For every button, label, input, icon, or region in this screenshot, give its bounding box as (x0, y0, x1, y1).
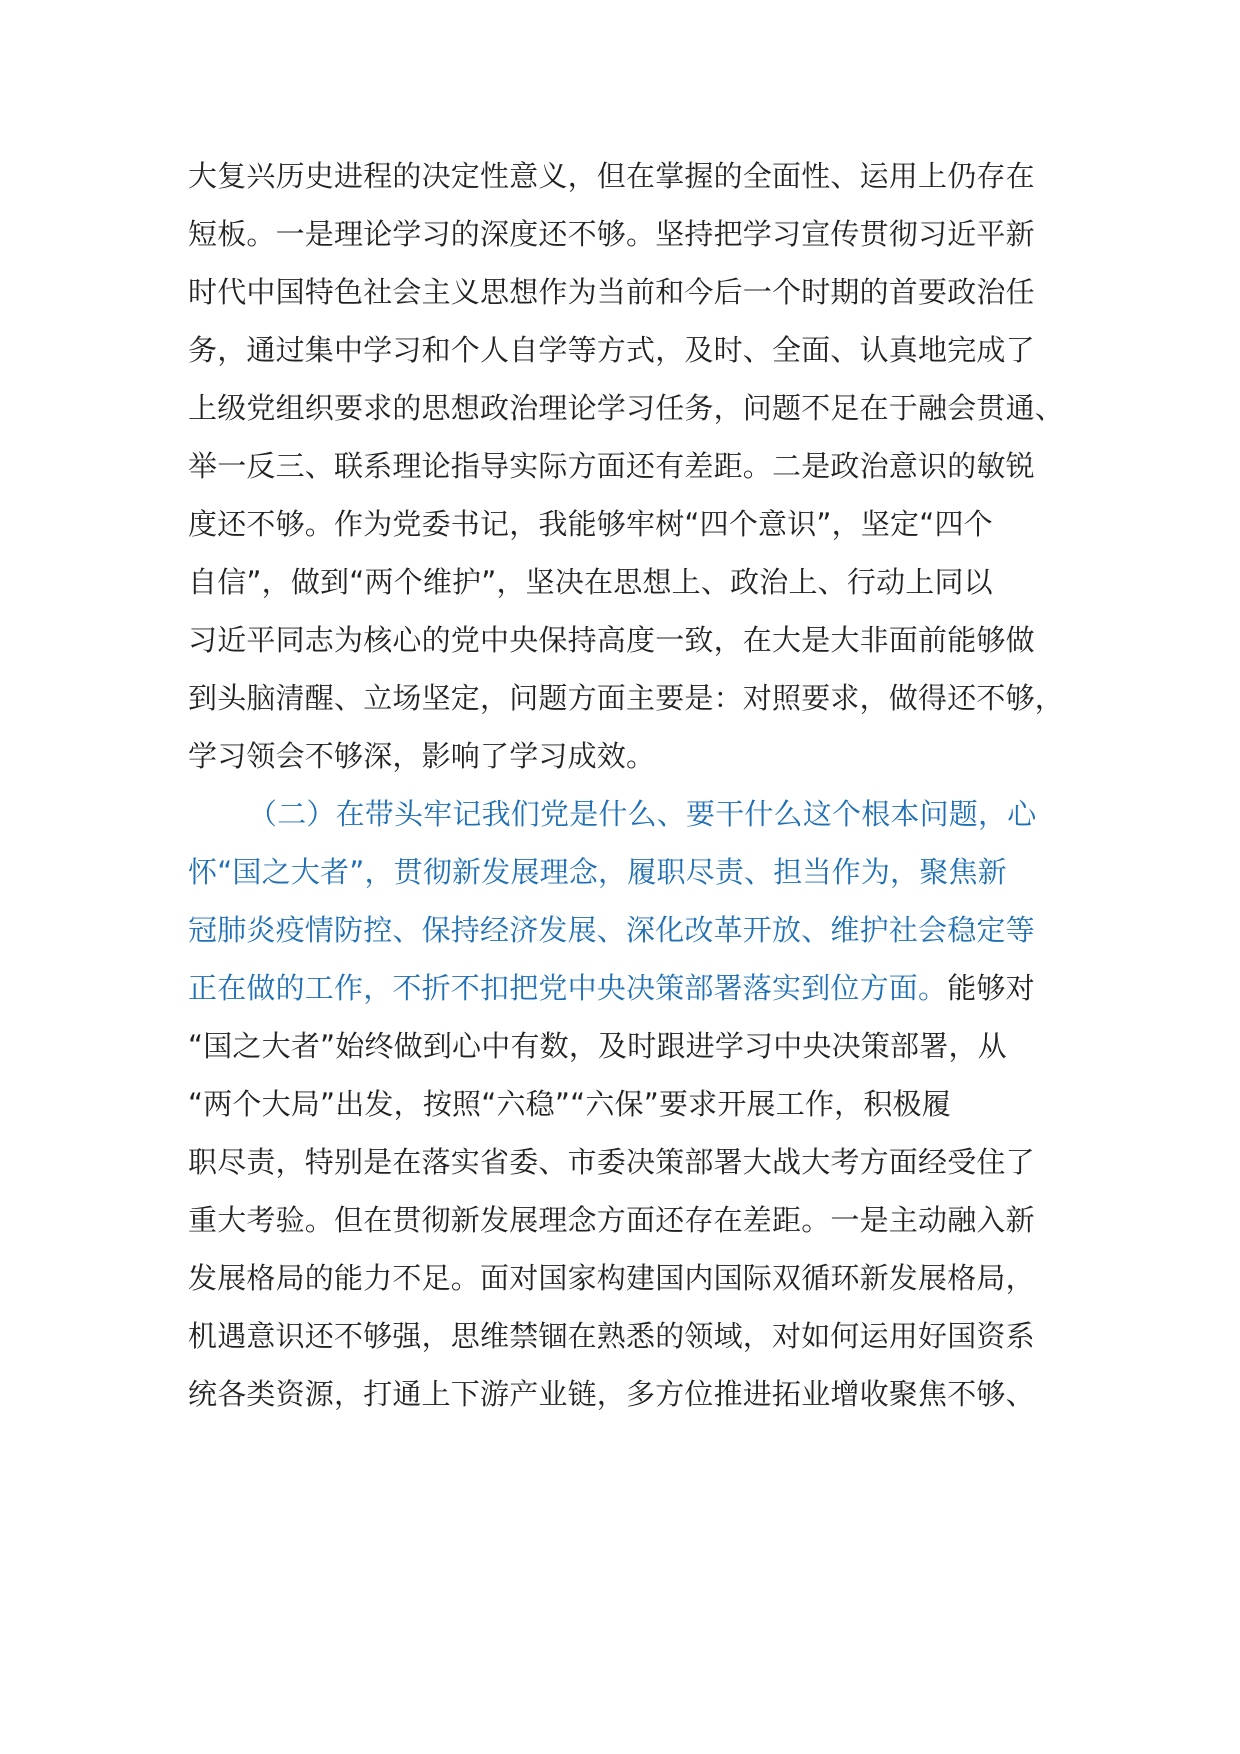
text-line (188, 968, 1035, 1008)
text-segment: 机遇意识还不够强，思维禁锢在熟悉的领域，对如何运用好国资系 (188, 1319, 1035, 1353)
text-segment: 职尽责，特别是在落实省委、市委决策部署大战大考方面经受住了 (188, 1145, 1035, 1179)
text-line (188, 330, 1035, 370)
text-segment: 时代中国特色社会主义思想作为当前和今后一个时期的首要政治任 (188, 275, 1035, 309)
text-segment: 发展格局的能力不足。面对国家构建国内国际双循环新发展格局， (188, 1261, 1035, 1295)
text-segment: 自信”，做到“两个维护”，坚决在思想上、政治上、行动上同以 (188, 565, 993, 599)
text-line (188, 1316, 1035, 1356)
text-segment: 短板。一是理论学习的深度还不够。坚持把学习宣传贯彻习近平新 (188, 217, 1035, 251)
text-segment: 度还不够。作为党委书记，我能够牢树“四个意识”，坚定“四个 (188, 507, 993, 541)
text-segment: 务，通过集中学习和个人自学等方式，及时、全面、认真地完成了 (188, 333, 1035, 367)
text-segment: 学习领会不够深，影响了学习成效。 (188, 739, 656, 773)
text-segment: “国之大者”始终做到心中有数，及时跟进学习中央决策部署，从 (188, 1029, 1007, 1063)
text-line (188, 1084, 951, 1124)
text-segment: 统各类资源，打通上下游产业链，多方位推进拓业增收聚焦不够、 (188, 1377, 1035, 1411)
text-line (188, 562, 993, 602)
text-segment: “两个大局”出发，按照“六稳”“六保”要求开展工作，积极履 (188, 1087, 951, 1121)
text-line (188, 1258, 1035, 1298)
section-heading-line (188, 910, 1035, 950)
text-segment: 举一反三、联系理论指导实际方面还有差距。二是政治意识的敏锐 (188, 449, 1035, 483)
text-segment: 上级党组织要求的思想政治理论学习任务，问题不足在于融会贯通、 (188, 391, 1065, 425)
text-line (188, 1200, 1035, 1240)
text-line (188, 388, 1064, 428)
text-segment: 习近平同志为核心的党中央保持高度一致，在大是大非面前能够做 (188, 623, 1035, 657)
text-line (188, 1026, 1007, 1066)
text-line (188, 1374, 1035, 1414)
text-line (188, 620, 1035, 660)
section-heading: 怀“国之大者”，贯彻新发展理念，履职尽责、担当作为，聚焦新 (188, 855, 1007, 889)
text-line (188, 156, 1035, 196)
text-segment: 到头脑清醒、立场坚定，问题方面主要是：对照要求，做得还不够， (188, 681, 1065, 715)
text-line (188, 736, 655, 776)
text-line (188, 1142, 1035, 1182)
text-line (188, 678, 1064, 718)
section-heading: 冠肺炎疫情防控、保持经济发展、深化改革开放、维护社会稳定等 (188, 913, 1035, 947)
text-line (188, 504, 993, 544)
text-segment: 重大考验。但在贯彻新发展理念方面还存在差距。一是主动融入新 (188, 1203, 1035, 1237)
text-line (188, 446, 1035, 486)
text-line (188, 272, 1035, 312)
text-segment: 能够对 (947, 971, 1035, 1005)
text-segment: 大复兴历史进程的决定性意义，但在掌握的全面性、运用上仍存在 (188, 159, 1035, 193)
section-heading-line (248, 794, 1036, 834)
text-line (188, 214, 1035, 254)
section-heading-line (188, 852, 1007, 892)
section-heading: 正在做的工作，不折不扣把党中央决策部署落实到位方面。 (188, 971, 948, 1005)
section-heading: （二）在带头牢记我们党是什么、要干什么这个根本问题，心 (248, 797, 1037, 831)
